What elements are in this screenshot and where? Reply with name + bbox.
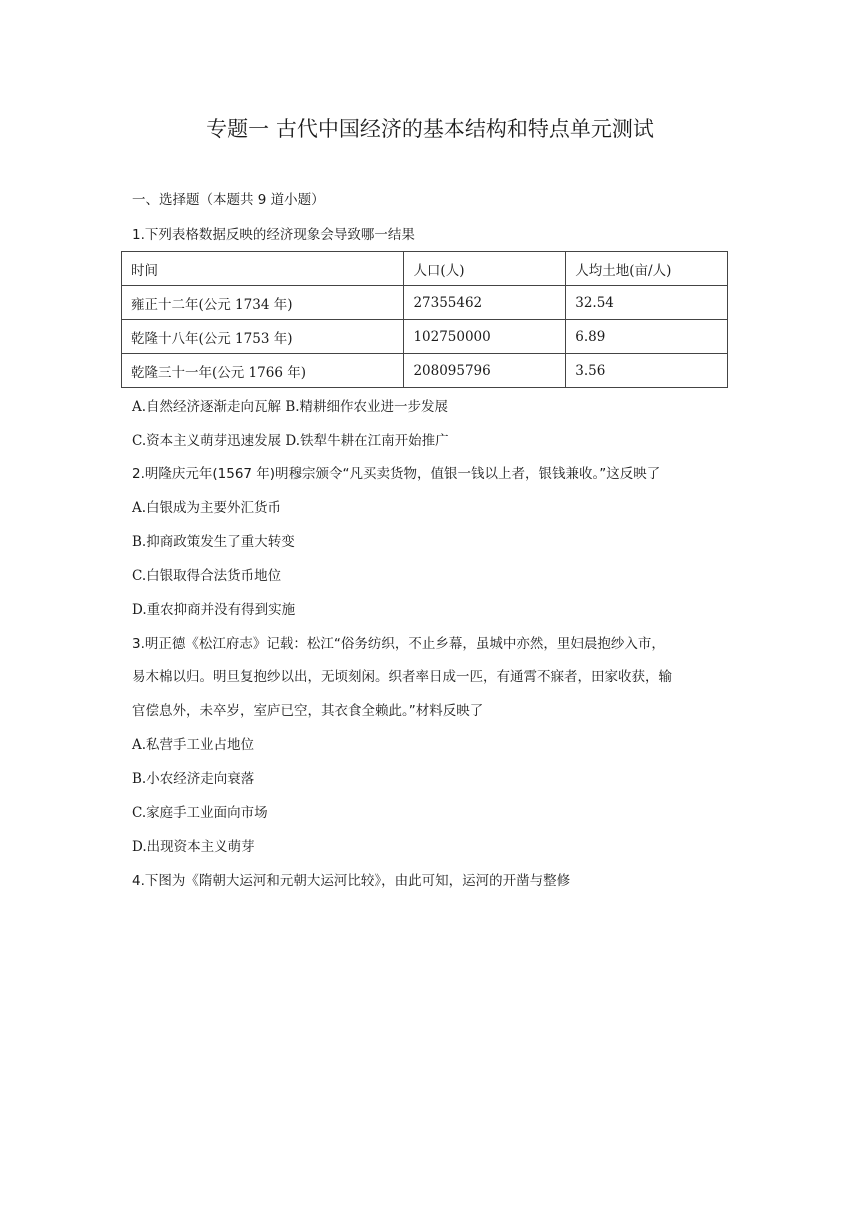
question-3-stem-line-3: 官偿息外，未卒岁，室庐已空，其衣食全赖此。”材料反映了 xyxy=(132,703,484,719)
table-cell: 32.54 xyxy=(566,286,728,320)
table-header-cell: 人口(人) xyxy=(404,252,566,286)
table-cell: 乾隆十八年(公元 1753 年) xyxy=(122,320,404,354)
question-2-stem: 2.明隆庆元年(1567 年)明穆宗颁令“凡买卖货物，值银一钱以上者，银钱兼收。”这反映了 xyxy=(132,466,661,482)
section-heading: 一、选择题（本题共 9 道小题） xyxy=(132,192,325,208)
table-cell: 3.56 xyxy=(566,354,728,388)
question-2-option-a: A.白银成为主要外汇货币 xyxy=(132,500,282,516)
table-header-cell: 人均土地(亩/人) xyxy=(566,252,728,286)
question-3-stem-line-1: 3.明正德《松江府志》记载：松江“俗务纺织，不止乡幕，虽城中亦然，里妇晨抱纱入市， xyxy=(132,636,665,652)
table-row xyxy=(122,286,728,320)
table-row xyxy=(122,320,728,354)
question-1-options-row-2: C.资本主义萌芽迅速发展 D.铁犁牛耕在江南开始推广 xyxy=(132,433,449,449)
question-1-options-row-1: A.自然经济逐渐走向瓦解 B.精耕细作农业进一步发展 xyxy=(132,399,449,415)
table-header-cell: 时间 xyxy=(122,252,404,286)
page-title: 专题一 古代中国经济的基本结构和特点单元测试 xyxy=(206,117,654,141)
question-3-option-d: D.出现资本主义萌芽 xyxy=(132,839,255,855)
question-3-stem-line-2: 易木棉以归。明旦复抱纱以出，无顷刻闲。织者率日成一匹，有通霄不寐者，田家收获，输 xyxy=(132,669,672,685)
question-2-option-d: D.重农抑商并没有得到实施 xyxy=(132,602,296,618)
table-cell: 6.89 xyxy=(566,320,728,354)
table-cell: 雍正十二年(公元 1734 年) xyxy=(122,286,404,320)
population-table xyxy=(121,251,728,388)
table-cell: 102750000 xyxy=(404,320,566,354)
question-3-option-b: B.小农经济走向衰落 xyxy=(132,771,255,787)
table-cell: 27355462 xyxy=(404,286,566,320)
question-3-option-c: C.家庭手工业面向市场 xyxy=(132,805,268,821)
table-header-row xyxy=(122,252,728,286)
table-cell: 乾隆三十一年(公元 1766 年) xyxy=(122,354,404,388)
question-2-option-c: C.白银取得合法货币地位 xyxy=(132,568,282,584)
question-2-option-b: B.抑商政策发生了重大转变 xyxy=(132,534,295,550)
question-4-stem: 4.下图为《隋朝大运河和元朝大运河比较》，由此可知，运河的开凿与整修 xyxy=(132,873,571,889)
table-cell: 208095796 xyxy=(404,354,566,388)
question-1-stem: 1.下列表格数据反映的经济现象会导致哪一结果 xyxy=(132,227,415,243)
table-row xyxy=(122,354,728,388)
question-3-option-a: A.私营手工业占地位 xyxy=(132,737,255,753)
